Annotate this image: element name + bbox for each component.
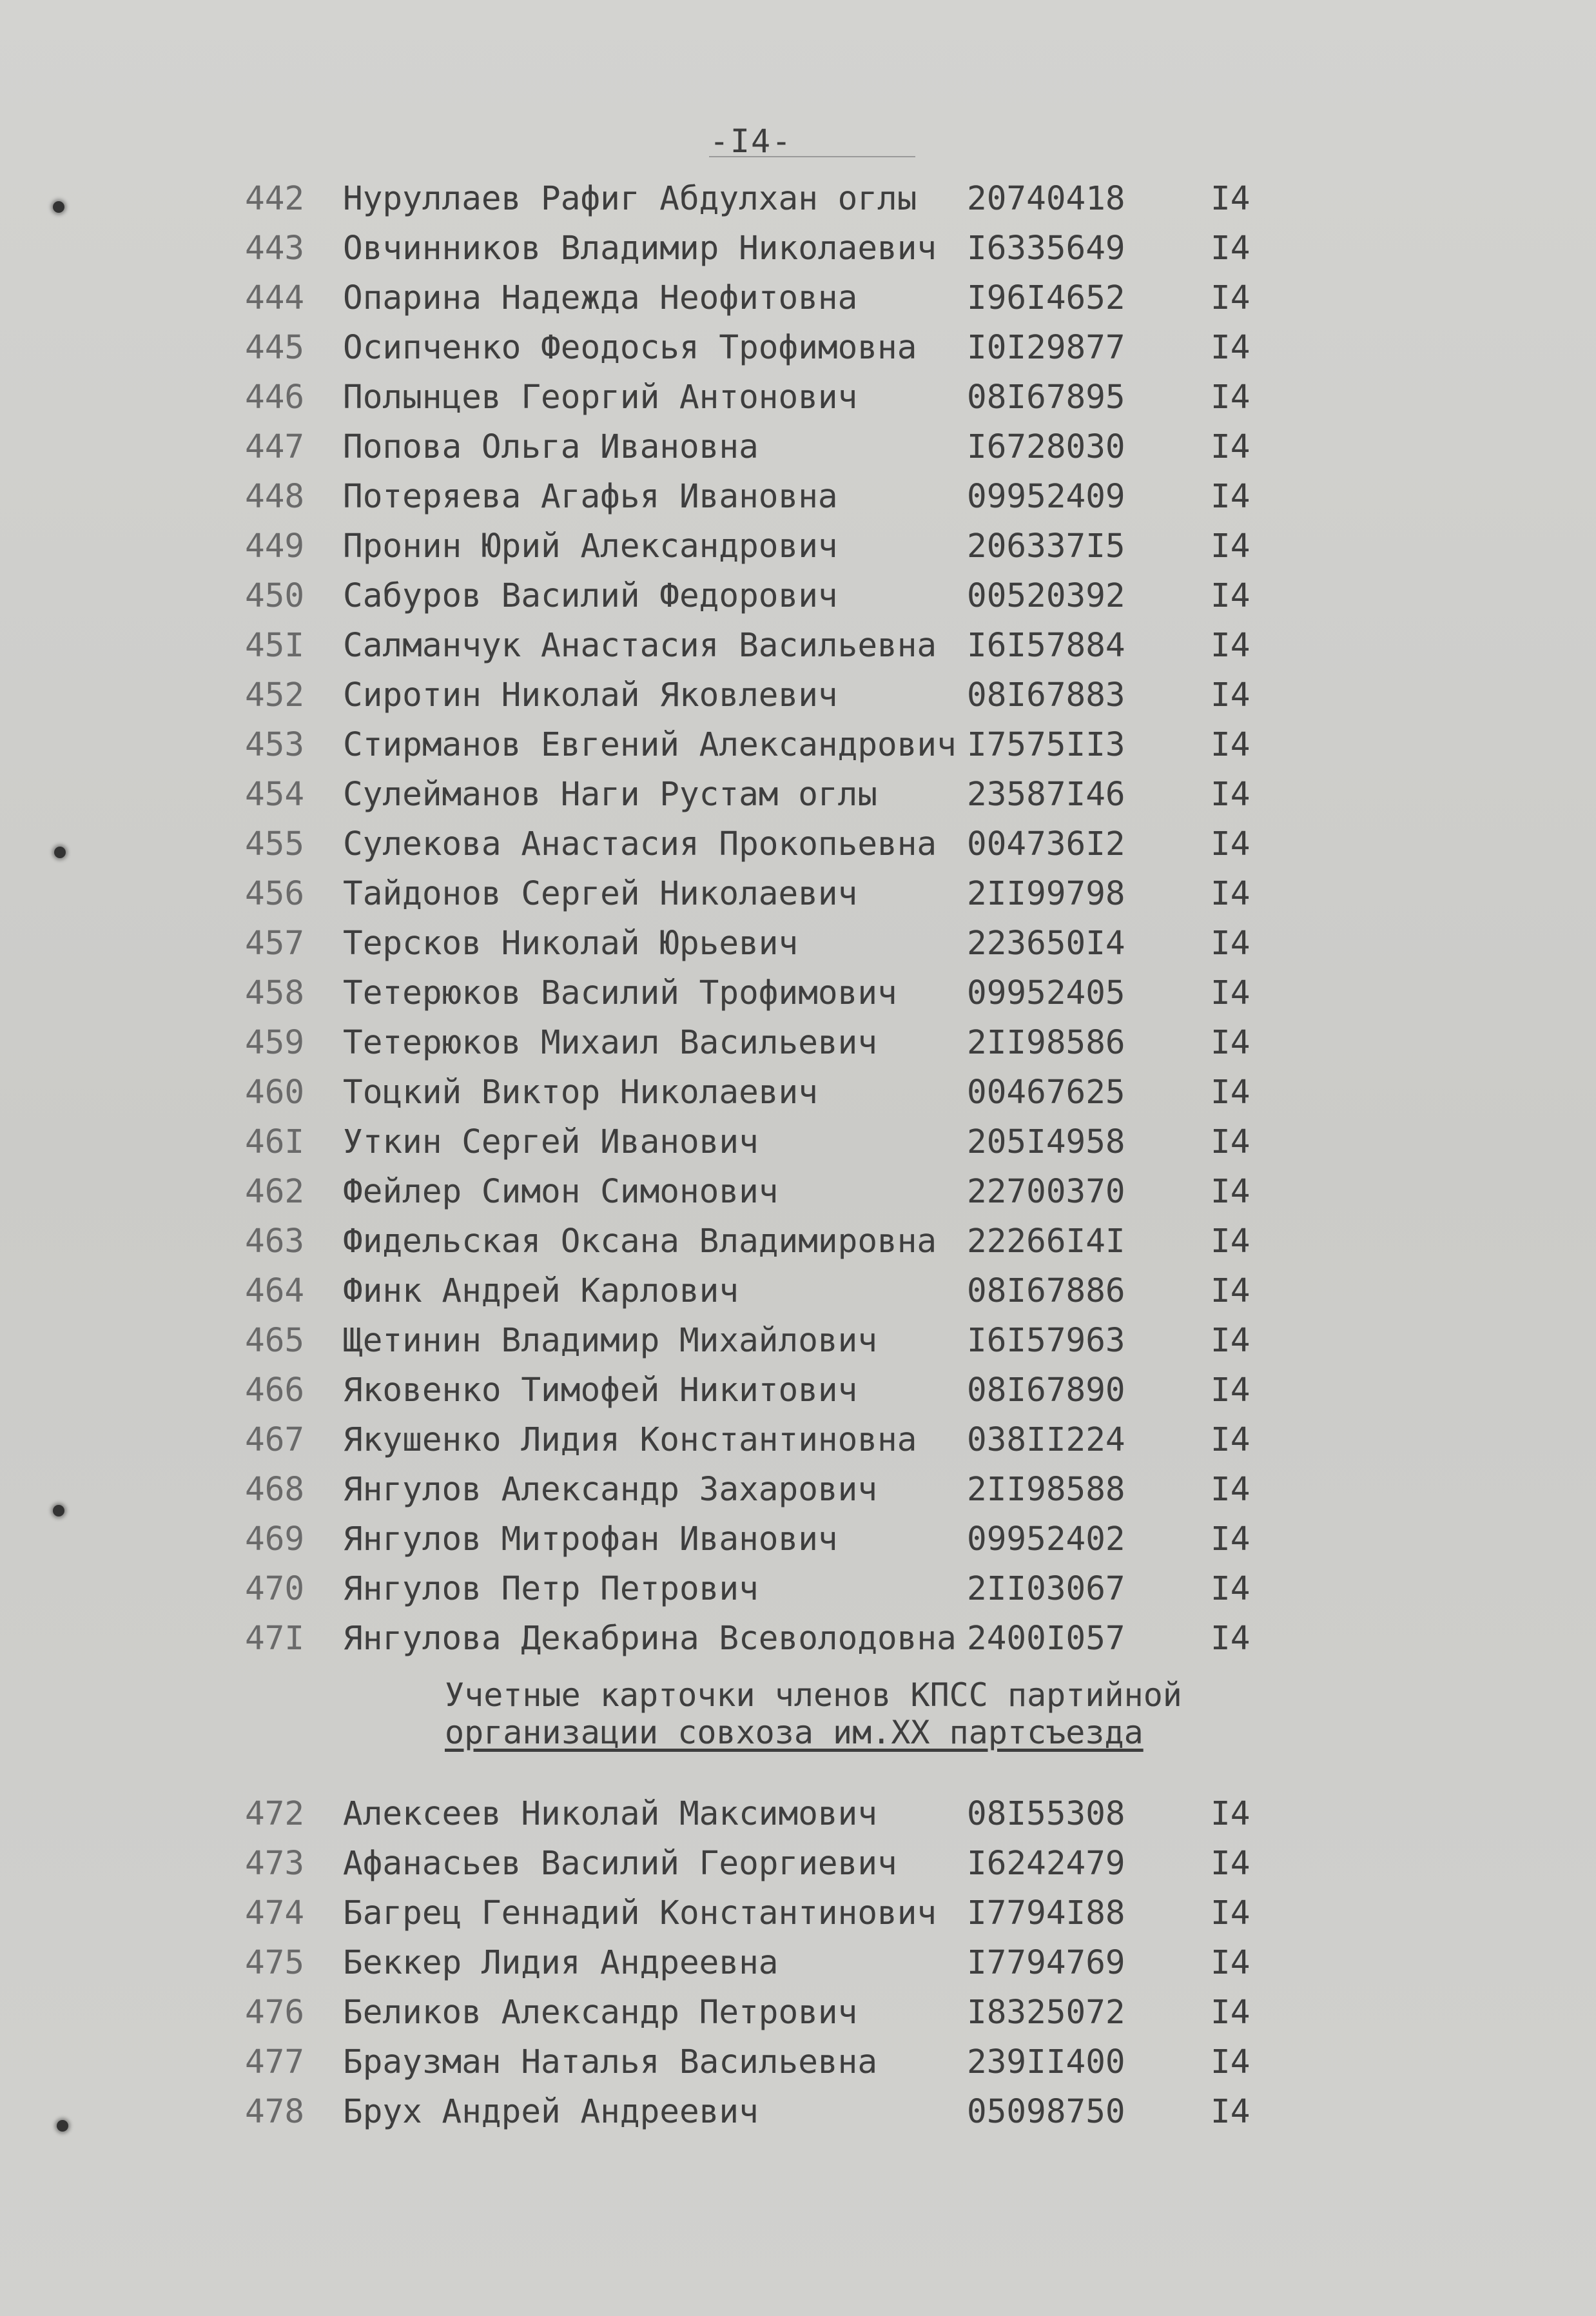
card-number: 2400I057 [967,1620,1125,1658]
list-item [0,1117,1596,1167]
card-number: 05098750 [967,2093,1125,2131]
fund-number: I4 [1211,1795,1251,1833]
list-item [0,1889,1596,1938]
card-number: 205I4958 [967,1123,1125,1161]
fund-number: I4 [1211,1570,1251,1608]
page-number: -I4- [709,123,793,160]
member-name: Терсков Николай Юрьевич [343,925,799,963]
fund-number: I4 [1211,1845,1251,1883]
list-item [0,522,1596,571]
card-number: 00520392 [967,577,1125,615]
card-number: 09952405 [967,974,1125,1012]
entry-number: 459 [245,1024,305,1062]
member-name: Потеряева Агафья Ивановна [343,478,838,516]
member-name: Опарина Надежда Неофитовна [343,279,858,317]
fund-number: I4 [1211,230,1251,268]
member-name: Нуруллаев Рафиг Абдулхан оглы [343,180,917,218]
entry-number: 469 [245,1520,305,1558]
list-item [0,373,1596,422]
section-heading-line-2: организации совхоза им.XX партсъезда [445,1714,1143,1751]
member-name: Тайдонов Сергей Николаевич [343,875,858,913]
fund-number: I4 [1211,1894,1251,1932]
entry-number: 445 [245,329,305,367]
entry-number: 474 [245,1894,305,1932]
list-item [0,273,1596,323]
fund-number: I4 [1211,1944,1251,1982]
card-number: I6242479 [967,1845,1125,1883]
fund-number: I4 [1211,428,1251,466]
fund-number: I4 [1211,676,1251,714]
list-item [0,621,1596,671]
entry-number: 449 [245,527,305,565]
entry-number: 46I [245,1123,305,1161]
entry-number: 455 [245,825,305,863]
fund-number: I4 [1211,1371,1251,1409]
fund-number: I4 [1211,1123,1251,1161]
list-item [0,2037,1596,2087]
fund-number: I4 [1211,1272,1251,1310]
list-item [0,323,1596,373]
member-name: Салманчук Анастасия Васильевна [343,627,937,665]
entry-number: 452 [245,676,305,714]
fund-number: I4 [1211,776,1251,814]
entry-number: 442 [245,180,305,218]
card-number: 2II03067 [967,1570,1125,1608]
card-number: 00467625 [967,1074,1125,1112]
card-number: I6I57884 [967,627,1125,665]
member-name: Пронин Юрий Александрович [343,527,838,565]
card-number: 08I67883 [967,676,1125,714]
list-item [0,224,1596,273]
entry-number: 458 [245,974,305,1012]
card-number: I7794I88 [967,1894,1125,1932]
list-item [0,1415,1596,1465]
card-number: 09952409 [967,478,1125,516]
list-item [0,819,1596,869]
entry-number: 450 [245,577,305,615]
fund-number: I4 [1211,1074,1251,1112]
member-name: Сулейманов Наги Рустам оглы [343,776,878,814]
card-number: I6728030 [967,428,1125,466]
card-number: 08I67886 [967,1272,1125,1310]
card-number: 22266I4I [967,1222,1125,1261]
list-item [0,1789,1596,1839]
member-name: Янгулов Александр Захарович [343,1471,878,1509]
member-name: Финк Андрей Карлович [343,1272,739,1310]
fund-number: I4 [1211,1994,1251,2032]
card-number: 2II98588 [967,1471,1125,1509]
list-item [0,174,1596,224]
fund-number: I4 [1211,1520,1251,1558]
card-number: 2II99798 [967,875,1125,913]
list-item [0,422,1596,472]
member-name: Тетерюков Михаил Васильевич [343,1024,878,1062]
fund-number: I4 [1211,1421,1251,1459]
list-item [0,671,1596,720]
member-name: Багрец Геннадий Константинович [343,1894,937,1932]
member-name: Алексеев Николай Максимович [343,1795,878,1833]
member-name: Беликов Александр Петрович [343,1994,858,2032]
fund-number: I4 [1211,329,1251,367]
list-item [0,1217,1596,1266]
entry-number: 446 [245,378,305,417]
member-name: Брух Андрей Андреевич [343,2093,759,2131]
list-item [0,720,1596,770]
card-number: 22700370 [967,1173,1125,1211]
member-name: Сиротин Николай Яковлевич [343,676,838,714]
entry-number: 462 [245,1173,305,1211]
entry-number: 460 [245,1074,305,1112]
fund-number: I4 [1211,726,1251,764]
member-name: Янгулов Митрофан Иванович [343,1520,838,1558]
fund-number: I4 [1211,974,1251,1012]
member-name: Беккер Лидия Андреевна [343,1944,779,1982]
list-item [0,1366,1596,1415]
list-item [0,1068,1596,1117]
list-item [0,1839,1596,1889]
fund-number: I4 [1211,478,1251,516]
card-number: 038II224 [967,1421,1125,1459]
fund-number: I4 [1211,1024,1251,1062]
entry-number: 443 [245,230,305,268]
list-item [0,1266,1596,1316]
list-item [0,1316,1596,1366]
card-number: 206337I5 [967,527,1125,565]
list-item [0,770,1596,819]
member-name: Овчинников Владимир Николаевич [343,230,937,268]
fund-number: I4 [1211,1173,1251,1211]
member-name: Стирманов Евгений Александрович [343,726,957,764]
entry-number: 475 [245,1944,305,1982]
member-name: Попова Ольга Ивановна [343,428,759,466]
fund-number: I4 [1211,825,1251,863]
member-name: Тоцкий Виктор Николаевич [343,1074,818,1112]
entry-number: 47I [245,1620,305,1658]
list-item [0,919,1596,968]
member-name: Фейлер Симон Симонович [343,1173,779,1211]
list-item [0,472,1596,522]
member-name: Сулекова Анастасия Прокопьевна [343,825,937,863]
entry-number: 473 [245,1845,305,1883]
fund-number: I4 [1211,378,1251,417]
card-number: 08I67895 [967,378,1125,417]
fund-number: I4 [1211,875,1251,913]
member-name: Полынцев Георгий Антонович [343,378,858,417]
fund-number: I4 [1211,1222,1251,1261]
list-item [0,1988,1596,2037]
entry-number: 465 [245,1322,305,1360]
section-heading-line-1: Учетные карточки членов КПСС партийной [445,1676,1182,1714]
card-number: 2II98586 [967,1024,1125,1062]
list-item [0,1938,1596,1988]
member-name: Щетинин Владимир Михайлович [343,1322,878,1360]
list-item [0,2087,1596,2137]
fund-number: I4 [1211,180,1251,218]
list-item [0,968,1596,1018]
entry-number: 470 [245,1570,305,1608]
entry-number: 478 [245,2093,305,2131]
entry-number: 472 [245,1795,305,1833]
entry-number: 456 [245,875,305,913]
fund-number: I4 [1211,577,1251,615]
member-name: Сабуров Василий Федорович [343,577,838,615]
fund-number: I4 [1211,627,1251,665]
card-number: 23587I46 [967,776,1125,814]
card-number: I96I4652 [967,279,1125,317]
page-number-rule [709,156,915,157]
entry-number: 454 [245,776,305,814]
card-number: 09952402 [967,1520,1125,1558]
entry-number: 45I [245,627,305,665]
card-number: 20740418 [967,180,1125,218]
card-number: 239II400 [967,2043,1125,2081]
card-number: I7575II3 [967,726,1125,764]
member-name: Янгулов Петр Петрович [343,1570,759,1608]
fund-number: I4 [1211,279,1251,317]
fund-number: I4 [1211,1471,1251,1509]
member-name: Осипченко Феодосья Трофимовна [343,329,917,367]
entry-number: 476 [245,1994,305,2032]
list-item [0,571,1596,621]
member-name: Афанасьев Василий Георгиевич [343,1845,897,1883]
fund-number: I4 [1211,527,1251,565]
list-item [0,869,1596,919]
entry-number: 466 [245,1371,305,1409]
entry-number: 453 [245,726,305,764]
list-item [0,1465,1596,1515]
card-number: I6I57963 [967,1322,1125,1360]
list-item [0,1614,1596,1663]
entry-number: 448 [245,478,305,516]
card-number: I7794769 [967,1944,1125,1982]
card-number: 004736I2 [967,825,1125,863]
entry-number: 447 [245,428,305,466]
card-number: 08I55308 [967,1795,1125,1833]
entry-number: 477 [245,2043,305,2081]
member-name: Яковенко Тимофей Никитович [343,1371,858,1409]
member-name: Фидельская Оксана Владимировна [343,1222,937,1261]
entry-number: 463 [245,1222,305,1261]
entry-number: 457 [245,925,305,963]
entry-number: 464 [245,1272,305,1310]
member-name: Браузман Наталья Васильевна [343,2043,878,2081]
fund-number: I4 [1211,925,1251,963]
fund-number: I4 [1211,2043,1251,2081]
list-item [0,1167,1596,1217]
fund-number: I4 [1211,1322,1251,1360]
card-number: I6335649 [967,230,1125,268]
card-number: 08I67890 [967,1371,1125,1409]
entry-number: 468 [245,1471,305,1509]
list-item [0,1515,1596,1564]
list-item [0,1564,1596,1614]
card-number: I8325072 [967,1994,1125,2032]
card-number: I0I29877 [967,329,1125,367]
member-name: Тетерюков Василий Трофимович [343,974,897,1012]
member-name: Янгулова Декабрина Всеволодовна [343,1620,957,1658]
member-name: Якушенко Лидия Константиновна [343,1421,917,1459]
fund-number: I4 [1211,1620,1251,1658]
member-name: Уткин Сергей Иванович [343,1123,759,1161]
list-item [0,1018,1596,1068]
entry-number: 467 [245,1421,305,1459]
section-heading [445,1676,1244,1751]
card-number: 223650I4 [967,925,1125,963]
entry-number: 444 [245,279,305,317]
fund-number: I4 [1211,2093,1251,2131]
